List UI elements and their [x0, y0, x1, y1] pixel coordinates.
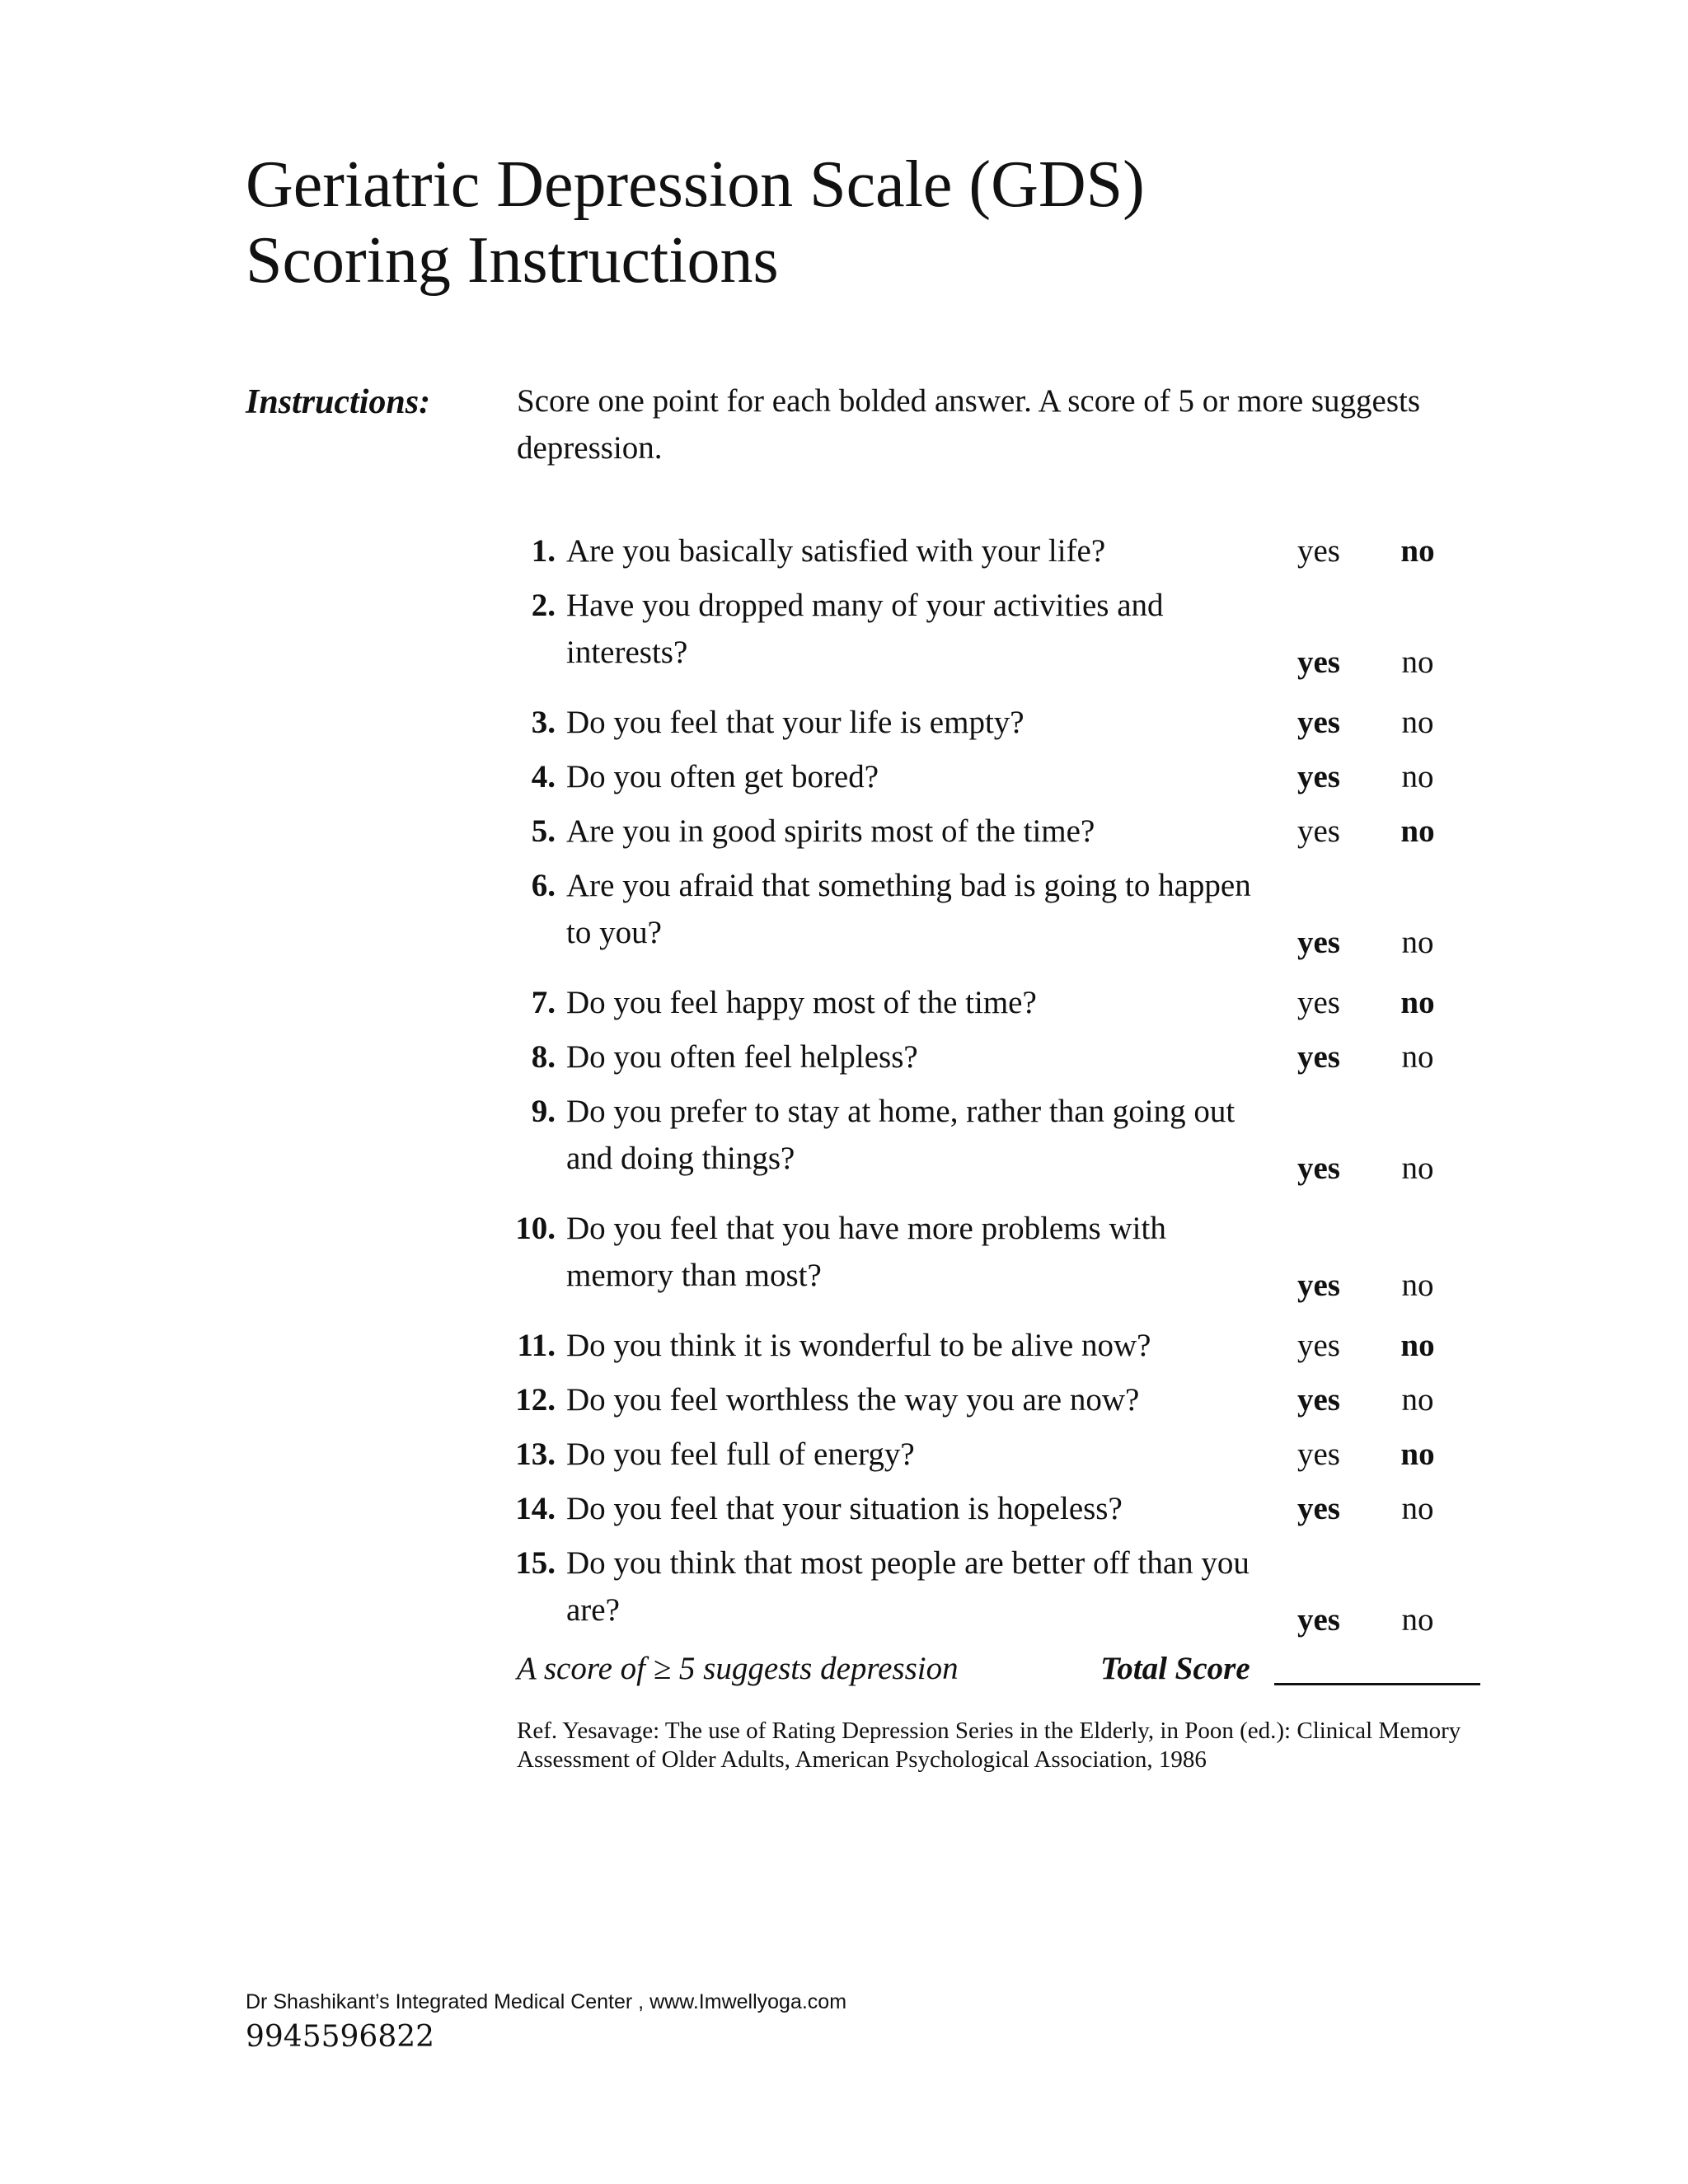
answer-no[interactable]: no: [1400, 985, 1435, 1020]
question-row: [504, 1088, 1493, 1192]
question-row: [504, 699, 1493, 746]
answer-no[interactable]: no: [1400, 1328, 1435, 1363]
question-text: Do you often get bored?: [566, 759, 879, 794]
answer-no[interactable]: no: [1401, 1602, 1434, 1638]
question-text: Do you prefer to stay at home, rather than going out and doing things?: [566, 1094, 1236, 1176]
answer-yes[interactable]: yes: [1297, 705, 1340, 740]
question-number: 13.: [515, 1436, 556, 1472]
answer-yes[interactable]: yes: [1297, 759, 1340, 794]
question-row: [504, 1033, 1493, 1080]
question-number: 3.: [531, 705, 556, 740]
answer-yes[interactable]: yes: [1297, 1328, 1340, 1363]
question-row: [504, 1431, 1493, 1478]
question-number: 11.: [517, 1328, 556, 1363]
question-text: Are you basically satisfied with your life?: [566, 533, 1106, 569]
total-score-blank[interactable]: [1274, 1683, 1480, 1685]
question-text: Are you afraid that something bad is going to happen to you?: [566, 868, 1251, 950]
question-text: Have you dropped many of your activities and interests?: [566, 588, 1164, 670]
answer-yes[interactable]: yes: [1297, 1268, 1340, 1303]
question-row: [504, 979, 1493, 1026]
question-row: [504, 1376, 1493, 1423]
question-text: Do you feel that your life is empty?: [566, 705, 1025, 740]
answer-no[interactable]: no: [1401, 1382, 1434, 1418]
answer-yes[interactable]: yes: [1297, 925, 1340, 960]
answer-yes[interactable]: yes: [1297, 644, 1340, 680]
question-text: Are you in good spirits most of the time?: [566, 813, 1095, 849]
question-row: [504, 1540, 1493, 1643]
question-text: Do you think it is wonderful to be alive now?: [566, 1328, 1151, 1363]
page-title: [246, 147, 1145, 298]
question-text: Do you think that most people are better off than you are?: [566, 1545, 1250, 1628]
question-row: [504, 753, 1493, 800]
question-number: 15.: [515, 1545, 556, 1581]
question-number: 5.: [531, 813, 556, 849]
question-text: Do you feel that you have more problems with memory than most?: [566, 1211, 1166, 1293]
question-text: Do you feel happy most of the time?: [566, 985, 1037, 1020]
answer-yes[interactable]: yes: [1297, 533, 1340, 569]
question-number: 1.: [531, 533, 556, 569]
answer-no[interactable]: no: [1400, 533, 1435, 569]
question-text: Do you feel that your situation is hopeless?: [566, 1491, 1123, 1526]
answer-no[interactable]: no: [1400, 813, 1435, 849]
answer-no[interactable]: no: [1401, 644, 1434, 680]
question-text: Do you often feel helpless?: [566, 1039, 918, 1075]
answer-no[interactable]: no: [1401, 1151, 1434, 1186]
question-row: [504, 808, 1493, 855]
total-score-label: Total Score: [1100, 1651, 1250, 1686]
title-line-2: Scoring Instructions: [246, 224, 779, 297]
footer-center-info: Dr Shashikant’s Integrated Medical Center , www.Imwellyoga.com: [246, 1990, 847, 2013]
answer-yes[interactable]: yes: [1297, 1151, 1340, 1186]
answer-yes[interactable]: yes: [1297, 1436, 1340, 1472]
question-number: 8.: [531, 1039, 556, 1075]
title-line-1: Geriatric Depression Scale (GDS): [246, 148, 1145, 221]
answer-yes[interactable]: yes: [1297, 985, 1340, 1020]
question-row: [504, 582, 1493, 686]
answer-yes[interactable]: yes: [1297, 813, 1340, 849]
answer-yes[interactable]: yes: [1297, 1039, 1340, 1075]
answer-no[interactable]: no: [1401, 1039, 1434, 1075]
answer-yes[interactable]: yes: [1297, 1382, 1340, 1418]
score-threshold-note: A score of ≥ 5 suggests depression: [517, 1651, 959, 1686]
instructions-text: Score one point for each bolded answer. A score of 5 or more suggests depression.: [517, 383, 1421, 466]
answer-yes[interactable]: yes: [1297, 1491, 1340, 1526]
question-number: 14.: [515, 1491, 556, 1526]
question-number: 6.: [531, 868, 556, 903]
question-number: 2.: [531, 588, 556, 623]
question-number: 10.: [515, 1211, 556, 1246]
question-row: [504, 862, 1493, 966]
answer-yes[interactable]: yes: [1297, 1602, 1340, 1638]
question-number: 4.: [531, 759, 556, 794]
question-row: [504, 1485, 1493, 1532]
question-row: [504, 527, 1493, 574]
answer-no[interactable]: no: [1401, 705, 1434, 740]
instructions-label: Instructions:: [246, 383, 431, 421]
question-row: [504, 1322, 1493, 1369]
reference-citation: Ref. Yesavage: The use of Rating Depression Series in the Elderly, in Poon (ed.): Clinical Memory Assessment of Older Adults, American Psychological Association, 1986: [517, 1718, 1461, 1773]
question-row: [504, 1205, 1493, 1309]
answer-no[interactable]: no: [1401, 925, 1434, 960]
question-number: 12.: [515, 1382, 556, 1418]
answer-no[interactable]: no: [1401, 1268, 1434, 1303]
question-number: 7.: [531, 985, 556, 1020]
answer-no[interactable]: no: [1401, 1491, 1434, 1526]
question-text: Do you feel worthless the way you are now?: [566, 1382, 1140, 1418]
question-text: Do you feel full of energy?: [566, 1436, 915, 1472]
footer-phone: 9945596822: [246, 2020, 435, 2054]
answer-no[interactable]: no: [1400, 1436, 1435, 1472]
question-number: 9.: [531, 1094, 556, 1129]
answer-no[interactable]: no: [1401, 759, 1434, 794]
